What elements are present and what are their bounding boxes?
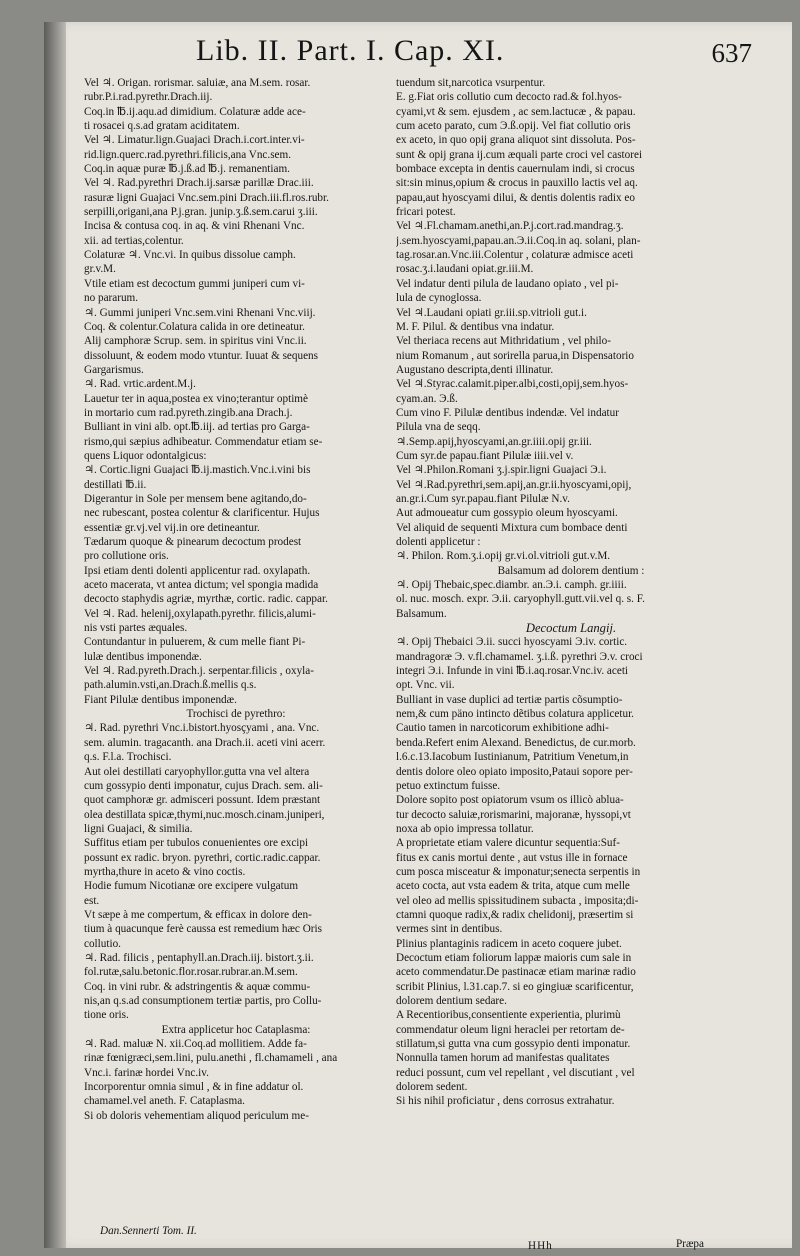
text-line: Si ob doloris vehementiam aliquod periculum me- [84,1109,309,1122]
page-gutter-shadow [44,22,66,1248]
text-line: Vel ♃.Philon.Romani ʒ.j.spir.ligni Guajaci Э.i. [396,464,607,477]
text-line: collutio. [84,937,121,950]
text-line: tium à quacunque ferè caussa est remedium hæc Oris [84,923,322,936]
text-line: Coq.in aquæ puræ ℔.j.ß.ad ℔.j. remanentiam. [84,163,290,176]
text-line: benda.Refert enim Alexand. Benedictus, de cur.morb. [396,736,636,749]
text-line: olea destillata spicæ,thymi,nuc.mosch.cinam.juniperi, [84,808,325,821]
catchword: Præpa [676,1238,704,1250]
text-line: Trochisci de pyrethro: [186,708,286,721]
text-line: nis vsti partes æquales. [84,622,188,635]
text-line: tag.rosar.an.Vnc.iii.Colentur , colaturæ admisce aceti [396,249,634,262]
text-line: Vel ♃.Rad.pyrethri,sem.apij,an.gr.ii.hyoscyami,opij, [396,478,632,491]
text-line: Decoctum etiam foliorum lappæ maioris cum sale in [396,951,632,964]
text-line: Aut olei destillati caryophyllor.gutta vna vel altera [84,765,310,778]
text-line: ♃. Rad. maluæ N. xii.Coq.ad mollitiem. Adde fa- [84,1038,307,1051]
text-line: essentiæ gr.vj.vel vij.in ore detineantur. [84,521,260,534]
text-line: A Recentioribus,consentiente experientia, plurimù [396,1009,621,1022]
text-line: reduci possunt, cum vel repellant , vel discutiant , vel [396,1066,635,1079]
page-number: 637 [711,38,752,68]
text-line: aceto cocta, aut vsta eadem & trita, atque cum melle [396,880,630,893]
text-line: destillati ℔.ii. [84,478,147,491]
text-line: Incorporentur omnia simul , & in fine addatur ol. [84,1081,304,1094]
text-line: Vel ♃.Styrac.calamit.piper.albi,costi,opij,sem.hyos- [396,378,629,391]
text-line: Fiant Pilulæ dentibus imponendæ. [84,693,237,706]
text-line: lula de cynoglossa. [396,292,482,305]
text-line: Colaturæ ♃. Vnc.vi. In quibus dissolue camph. [84,249,296,262]
right-text-column [396,76,746,1226]
text-line: sit:sin minus,opium & crocus in pauxillo lactis vel aq. [396,177,638,190]
text-line: chamamel.vel aneth. F. Cataplasma. [84,1095,245,1108]
text-line: dolorem sedent. [396,1081,468,1094]
text-line: bombace excepta in dentis cauernulam indi, si crocus [396,163,635,176]
text-line: quot camphoræ gr. admisceri possunt. Idem præstant [84,794,321,807]
text-line: ♃. Rad. vrtic.ardent.M.j. [84,378,196,391]
text-line: Bulliant in vini alb. opt.℔.iij. ad tertias pro Garga- [84,421,310,434]
text-line: Vel ♃.Laudani opiati gr.iii.sp.vitrioli gut.i. [396,306,587,319]
text-line: Balsamum. [396,607,447,620]
text-line: Cautio tamen in narcoticorum exhibitione adhi- [396,722,609,735]
text-line: l.6.c.13.Iacobum Iustinianum, Patritium Venetum,in [396,751,629,764]
text-line: Vel ♃.Fl.chamam.anethi,an.P.j.cort.rad.mandrag.ʒ. [396,220,624,233]
text-line: Dolore sopito post opiatorum vsum os illicò ablua- [396,794,624,807]
text-line: rasuræ ligni Guajaci Vnc.sem.pini Drach.iii.fl.ros.rubr. [84,191,329,204]
text-line: stillatum,si gutta vna cum gossypio denti imponatur. [396,1038,631,1051]
text-line: Vel ♃. Rad.pyreth.Drach.j. serpentar.filicis , oxyla- [84,665,314,678]
signature-mark: HHh [528,1240,553,1252]
text-line: dolenti applicetur : [396,536,481,548]
text-line: Vel ♃. Rad. helenij,oxylapath.pyrethr. filicis,alumi- [84,607,316,620]
text-line: dolorem dentium sedare. [396,995,507,1007]
text-line: ♃. Opij Thebaici Э.ii. succi hyoscyami Э.iv. cortic. [396,636,628,649]
text-line: Digerantur in Sole per mensem bene agitando,do- [84,492,307,505]
text-line: tuendum sit,narcotica vsurpentur. [396,77,546,89]
text-line: q.s. F.l.a. Trochisci. [84,751,172,764]
text-line: serpilli,origani,ana P.j.gran. junip.ʒ.ß.sem.carui ʒ.iii. [84,206,318,219]
text-line: Pilula vna de seqq. [396,421,481,434]
text-line: Coq. & colentur.Colatura calida in ore detineatur. [84,320,305,333]
text-line: dentis dolore oleo opiato imposito,Pataui sopore per- [396,765,633,778]
text-line: ♃. Cortic.ligni Guajaci ℔.ij.mastich.Vnc.i.vini bis [84,464,311,477]
text-line: petuo extinctum fuisse. [396,779,501,792]
text-line: sunt & opij grana ij.cum æquali parte croci vel castorei [396,148,643,161]
text-line: sem. alumin. tragacanth. ana Drach.ii. aceti vini acerr. [84,736,326,749]
text-line: Balsamum ad dolorem dentium : [497,564,645,577]
text-line: Suffitus etiam per tubulos conuenientes ore excipi [84,837,309,850]
text-line: ♃. Rad. pyrethri Vnc.i.bistort.hyosçyami , ana. Vnc. [84,722,320,735]
text-line: Vel ♃. Limatur.lign.Guajaci Drach.i.cort.inter.vi- [84,134,305,147]
text-line: Coq. in vini rubr. & adstringentis & aquæ commu- [84,980,311,993]
text-line: Cum syr.de papau.fiant Pilulæ iiii.vel v. [396,449,574,462]
text-line: Alij camphoræ Scrup. sem. in spiritus vini Vnc.ii. [84,335,307,348]
text-line: Aut admoueatur cum gossypio oleum hyoscyami. [396,507,618,520]
text-line: integri Э.i. Infunde in vini ℔.i.aq.rosar.Vnc.iv. aceti [396,665,629,678]
text-line: ol. nuc. mosch. expr. Э.ii. caryophyll.gutt.vii.vel q. s. F. [396,593,645,606]
text-line: Extra applicetur hoc Cataplasma: [161,1023,311,1036]
text-line: cum aceto parato, cum Э.ß.opij. Vel fiat collutio oris [396,120,631,133]
text-line: possunt ex radic. bryon. pyrethri, cortic.radic.cappar. [84,851,321,864]
text-line: lulæ dentibus imponendæ. [84,650,202,663]
text-line: Gargarismus. [84,363,144,376]
text-line: ♃. Rad. filicis , pentaphyll.an.Drach.iij. bistort.ʒ.ii. [84,951,314,964]
text-line: tione oris. [84,1009,129,1022]
text-line: cyam.an. Э.ß. [396,392,458,405]
text-line: Lauetur ter in aqua,postea ex vino;terantur optimè [84,392,308,405]
text-line: no pararum. [84,292,139,305]
text-line: mandragoræ Э. v.fl.chamamel. ʒ.i.ß. pyrethri Э.v. croci [396,650,643,663]
text-line: cyami,vt & sem. ejusdem , ac sem.lactucæ , & papau. [396,105,636,118]
running-title: Lib. II. Part. I. Cap. XI. [196,34,505,67]
text-line: j.sem.hyoscyami,papau.an.Э.ii.Coq.in aq. solani, plan- [396,234,641,247]
text-line: ♃. Opij Thebaic,spec.diambr. an.Э.i. camph. gr.iiii. [396,579,627,592]
text-line: fol.rutæ,salu.betonic.flor.rosar.rubrar.an.M.sem. [84,966,298,979]
text-line: pro collutione oris. [84,550,169,563]
text-line: fricari potest. [396,206,456,219]
text-line: M. F. Pilul. & dentibus vna indatur. [396,320,555,333]
text-line: aceto macerata, vt antea dictum; vel spongia madida [84,579,319,592]
left-text-column [84,76,388,1226]
text-line: Tædarum quoque & pinearum decoctum prodest [84,536,302,548]
text-line: nem,& cum päno intincto dẽtibus colatura applicetur. [396,708,634,721]
text-line: ex aceto, in quo opij grana aliquot sint dissoluta. Pos- [396,134,636,147]
text-line: Si his nihil proficiatur , dens corrosus extrahatur. [396,1095,615,1108]
text-line: Vt sæpe à me compertum, & efficax in dolore den- [84,908,312,921]
text-line: Hodie fumum Nicotianæ ore excipere vulgatum [84,880,299,893]
author-footer: Dan.Sennerti Tom. II. [100,1225,197,1237]
text-line: noxa ab opio impressa tollatur. [396,822,534,835]
text-line: nium Romanum , aut sorirella parua,in Dispensatorio [396,349,634,362]
text-line: Vnc.i. farinæ hordei Vnc.iv. [84,1066,209,1079]
text-line: vel oleo ad mellis spissitudinem subacta , imposita;di- [396,894,639,907]
text-line: ti rosacei q.s.ad gratam aciditatem. [84,120,240,133]
text-line: Vel aliquid de sequenti Mixtura cum bombace denti [396,521,628,534]
text-line: Coq.in ℔.ij.aqu.ad dimidium. Colaturæ adde ace- [84,105,306,118]
text-line: rosac.ʒ.i.laudani opiat.gr.iii.M. [396,263,534,276]
book-page [44,22,792,1252]
text-line: an.gr.i.Cum syr.papau.fiant Pilulæ N.v. [396,492,570,505]
text-line: A proprietate etiam valere dicuntur sequentia:Suf- [396,837,620,850]
text-line: scribit Plinius, l.31.cap.7. si eo gingiuæ scarificentur, [396,980,634,993]
text-line: Vel indatur denti pilula de laudano opiato , vel pi- [396,277,619,290]
text-line: nis,an q.s.ad consumptionem tertiæ partis, pro Collu- [84,995,322,1007]
text-line: rinæ fœnigræci,sem.lini, pulu.anethi , fl.chamameli , ana [84,1052,338,1065]
text-line: Plinius plantaginis radicem in aceto coquere jubet. [396,937,622,950]
text-line: myrtha,thure in aceto & vino coctis. [84,865,246,878]
text-line: fitus ex canis mortui dente , aut vstus ille in fornace [396,851,628,864]
text-line: est. [84,894,100,907]
text-line: rismo,qui sæpius adhibeatur. Commendatur etiam se- [84,435,323,448]
text-line: Vtile etiam est decoctum gummi juniperi cum vi- [84,277,305,290]
text-line: cum gossypio denti imponatur, cujus Drach. sem. ali- [84,779,323,792]
text-line: Incisa & contusa coq. in aq. & vini Rhenani Vnc. [84,220,305,233]
text-line: ctamni quoque radix,& radix chelidonij, præsertim si [396,908,634,921]
text-line: aceto commendatur.De pastinacæ etiam marinæ radio [396,966,636,979]
text-line: decocto staphydis agriæ, myrthæ, cortic. radic. cappar. [84,593,328,606]
text-line: Vel ♃. Origan. rorismar. saluiæ, ana M.sem. rosar. [84,77,311,89]
text-line: tur decocto saluiæ,rorismarini, majoranæ, hyssopi,vt [396,808,631,821]
text-line: cum posca misceatur & imponatur;senecta serpentis in [396,865,641,878]
text-line: ligni Guajaci, & similia. [84,822,193,835]
text-line: Bulliant in vase duplici ad tertiæ partis cõsumptio- [396,693,623,706]
text-line: dissoluunt, & eodem modo vtuntur. Iuuat & sequens [84,349,318,362]
text-line: quens Liquor odontalgicus: [84,449,207,462]
text-line: Vel ♃. Rad.pyrethri Drach.ij.sarsæ parillæ Drac.iii. [84,177,314,190]
page-header [44,34,792,78]
text-line: Contundantur in puluerem, & cum melle fiant Pi- [84,636,306,649]
text-line: Ipsi etiam denti dolenti applicentur rad. oxylapath. [84,564,311,577]
text-line: papau,aut hyoscyami dilui, & dentis dolentis radix eo [396,191,635,204]
text-line: ♃. Philon. Rom.ʒ.i.opij gr.vi.ol.vitrioli gut.v.M. [396,550,611,563]
text-line: nec rubescant, postea colentur & clarificentur. Hujus [84,507,320,520]
text-line: Vel theriaca recens aut Mithridatium , vel philo- [396,335,611,348]
text-line: Augustano descripta,denti illinatur. [396,363,554,376]
text-line: gr.v.M. [84,263,116,276]
text-line: path.alumin.vsti,an.Drach.ß.mellis q.s. [84,679,257,692]
text-line: ♃. Gummi juniperi Vnc.sem.vini Rhenani Vnc.viij. [84,306,316,319]
text-line: opt. Vnc. vii. [396,679,455,692]
text-line: E. g.Fiat oris collutio cum decocto rad.& fol.hyos- [396,91,622,104]
text-line: commendatur oleum ligni heraclei per retortam de- [396,1023,625,1036]
text-line: xii. ad tertias,colentur. [84,234,184,247]
text-line: Cum vino F. Pilulæ dentibus indendæ. Vel indatur [396,406,619,419]
text-line: Nonnulla tamen horum ad manifestas qualitates [396,1052,610,1065]
text-line: in mortario cum rad.pyreth.zingib.ana Drach.j. [84,406,293,419]
text-line: Decoctum Langij. [525,621,617,636]
text-line: rubr.P.i.rad.pyrethr.Drach.iij. [84,91,213,104]
text-line: vermes sint in dentibus. [396,923,503,936]
text-line: ♃.Semp.apij,hyoscyami,an.gr.iiii.opij gr.iii. [396,435,592,448]
text-line: rid.lign.querc.rad.pyrethri.filicis,ana Vnc.sem. [84,148,292,161]
